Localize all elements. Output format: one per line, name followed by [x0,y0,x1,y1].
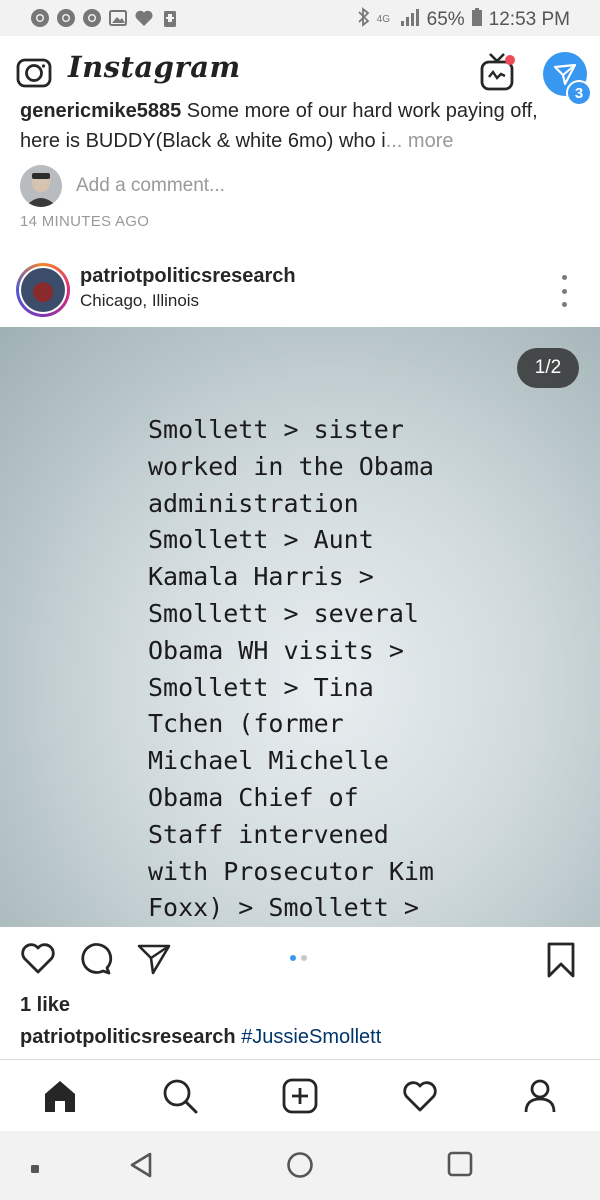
post-image-text-line: Smollett > Tina [148,672,374,702]
carousel-dot-active [290,955,296,961]
bottom-navigation [0,1059,600,1131]
more-options-icon[interactable] [556,275,572,307]
carousel-indicator [290,955,307,961]
bluetooth-icon [357,7,371,33]
post-image-text [148,412,508,927]
post-image-text-line: Smollett > Aunt [148,525,374,555]
post-image-text-line: Kamala Harris > [148,562,374,592]
add-comment-row[interactable] [20,164,225,208]
back-icon[interactable] [128,1151,154,1184]
post-image-text-line: Michael Michelle [148,746,389,776]
post-image-text-line: Staff intervened [148,819,389,849]
post-username[interactable]: patriotpoliticsresearch [80,265,296,287]
igtv-icon[interactable] [478,51,518,98]
chrome-icon [82,8,102,28]
notification-icons [30,8,180,28]
bookmark-button[interactable] [546,941,576,984]
system-status [357,7,570,33]
status-bar [0,0,600,36]
dm-count-badge: 3 [566,80,592,106]
post-image-text-line: Obama WH visits > [148,635,404,665]
comment-button[interactable] [78,941,114,982]
caption-username[interactable]: patriotpoliticsresearch [20,1026,236,1048]
battery-icon [471,7,483,33]
carousel-dot [301,955,307,961]
post-image-text-line: Foxx) > Smollett > [148,893,419,923]
like-button[interactable] [20,941,56,980]
post-image-text-line: with Prosecutor Kim [148,856,434,886]
caption-hashtag[interactable]: #JussieSmollett [241,1026,382,1048]
slide-counter: 1/2 [517,348,579,388]
search-icon[interactable] [160,1076,200,1116]
overview-square-icon[interactable] [447,1151,473,1182]
post-image-text-line: administration [148,488,359,518]
post-location[interactable]: Chicago, Illinois [80,291,200,310]
add-comment-input[interactable]: Add a comment... [76,175,225,196]
caption-username[interactable]: genericmike5885 [20,100,182,122]
camera-icon[interactable] [16,54,52,93]
post-image-text-line: worked in the Obama [148,451,434,481]
heart-icon [134,8,154,28]
post-image-text-line: Obama Chief of [148,782,359,812]
post-header [0,255,600,327]
image-icon [108,8,128,28]
battery-level: 65% [426,9,465,30]
avatar [20,165,62,207]
android-navigation-bar [0,1131,600,1200]
add-post-icon[interactable] [280,1076,320,1116]
network-type-icon: 4G [376,14,390,25]
avatar[interactable] [16,263,70,317]
post-image-text-line: Smollett > several [148,598,419,628]
instagram-logo: Instagram [68,50,241,84]
like-count[interactable]: 1 like [20,994,71,1016]
chrome-icon [30,8,50,28]
chrome-icon [56,8,76,28]
post-actions [0,927,600,993]
caption-more-link[interactable]: ... more [385,130,454,152]
signal-icon [399,7,421,33]
recents-dot-icon[interactable] [30,1161,40,1179]
previous-post-caption [20,96,580,152]
clock: 12:53 PM [488,9,570,30]
clipboard-icon [160,8,180,28]
activity-heart-icon[interactable] [400,1076,440,1116]
post-caption [20,1026,381,1049]
home-circle-icon[interactable] [286,1151,314,1184]
post-timestamp: 14 MINUTES AGO [20,213,150,230]
caption-text: Some more of our hard work paying off, here is BUDDY(Black & white 6mo) who i [20,100,538,152]
home-icon[interactable] [40,1076,80,1116]
post-image-text-line: Tchen (former [148,709,344,739]
share-button[interactable] [136,941,172,982]
post-image-text-line: Smollett > sister [148,415,404,444]
profile-icon[interactable] [520,1076,560,1116]
